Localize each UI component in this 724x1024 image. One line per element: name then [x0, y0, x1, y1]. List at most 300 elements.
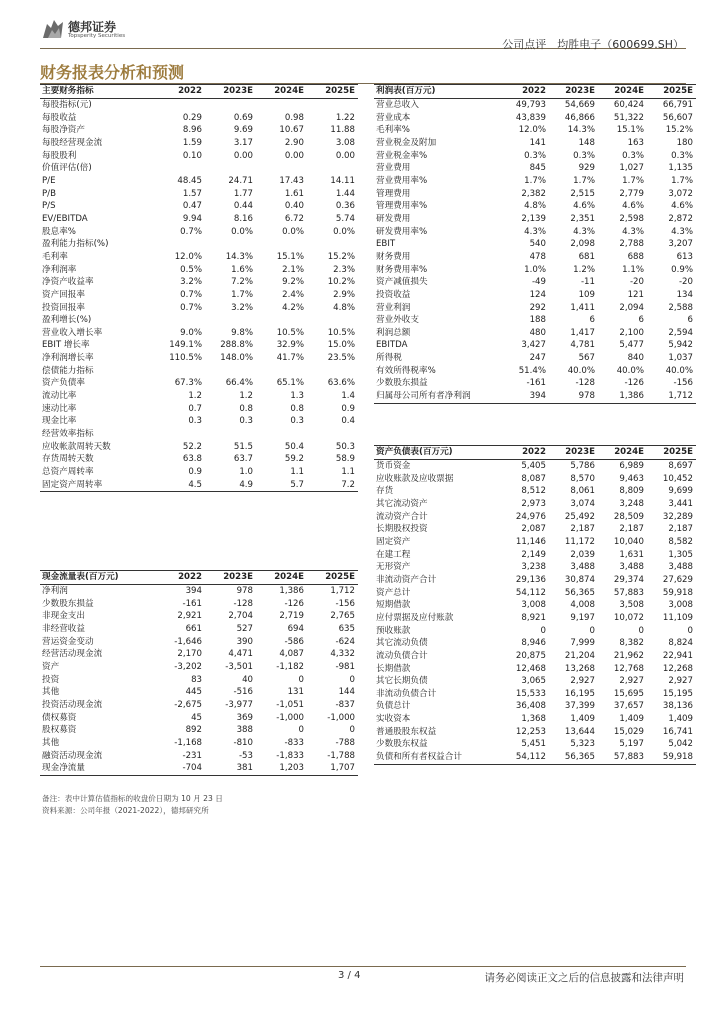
- value-cell: 4,008: [570, 600, 595, 611]
- row-label: 利润总额: [376, 327, 411, 338]
- table-row: [40, 124, 358, 137]
- value-cell: 0: [298, 725, 304, 736]
- table-row: [40, 339, 358, 352]
- table-title-cell: 主要财务指标: [40, 85, 154, 99]
- table-row: [40, 289, 358, 302]
- value-cell: 66.4%: [225, 378, 253, 389]
- value-cell: 45: [191, 712, 202, 723]
- value-cell: 540: [529, 239, 546, 250]
- row-label: 其它流动资产: [376, 498, 428, 509]
- value-cell: 3.17: [233, 137, 253, 148]
- value-cell: 0.3: [188, 416, 202, 427]
- row-label: 资产: [42, 661, 60, 672]
- value-cell: 1.7%: [671, 175, 693, 186]
- value-cell: 65.1%: [276, 378, 304, 389]
- value-cell: 840: [627, 353, 644, 364]
- row-label: 投资: [42, 674, 60, 685]
- value-cell: 1.7%: [524, 175, 546, 186]
- value-cell: 4.5: [154, 479, 205, 492]
- value-cell: 56,365: [564, 587, 595, 598]
- company-logo: [40, 16, 160, 46]
- value-cell: [307, 428, 358, 441]
- row-label: 经营活动现金流: [42, 649, 103, 660]
- value-cell: 2,139: [521, 213, 546, 224]
- row-label: 无形资产: [376, 562, 411, 573]
- value-cell: 0.10: [182, 150, 202, 161]
- value-cell: 2.1%: [282, 264, 304, 275]
- table-row: [374, 498, 696, 511]
- value-cell: 0.3%: [622, 150, 644, 161]
- value-cell: -1,788: [327, 750, 355, 761]
- table-row: [374, 137, 696, 150]
- value-cell: [307, 162, 358, 175]
- row-label: 净资产收益率: [42, 277, 94, 288]
- value-cell: 9,699: [668, 486, 693, 497]
- note-closing-price-date: 备注：表中计算估值指标的收盘价日期为 10 月 23 日: [42, 794, 223, 803]
- table-row: [374, 162, 696, 175]
- value-cell: 1,135: [668, 163, 693, 174]
- value-cell: 4.8%: [524, 201, 546, 212]
- table-row: [374, 99, 696, 112]
- year-header-cell: 2025E: [647, 446, 696, 460]
- table-row: [40, 150, 358, 163]
- value-cell: [256, 365, 307, 378]
- row-label: 流动负债合计: [376, 650, 428, 661]
- value-cell: [205, 99, 256, 112]
- value-cell: 4.2%: [282, 302, 304, 313]
- value-cell: 527: [236, 623, 253, 634]
- table-row: [40, 686, 358, 699]
- value-cell: 0.47: [182, 201, 202, 212]
- value-cell: 3,488: [570, 562, 595, 573]
- value-cell: 1.57: [182, 188, 202, 199]
- value-cell: -3,202: [174, 661, 202, 672]
- value-cell: 2,588: [668, 302, 693, 313]
- value-cell: 3,065: [521, 676, 546, 687]
- value-cell: 5,405: [521, 461, 546, 471]
- row-label: 非流动资产合计: [376, 574, 437, 585]
- table-row: [374, 112, 696, 125]
- row-label: P/E: [42, 175, 56, 186]
- row-label: 融资活动现金流: [42, 750, 103, 761]
- value-cell: 2,594: [668, 327, 693, 338]
- value-cell: 0: [298, 674, 304, 685]
- value-cell: 0.9: [341, 403, 355, 414]
- row-label: 速动比率: [42, 403, 77, 414]
- value-cell: 52.2: [182, 441, 202, 452]
- row-label: 经营效率指标: [42, 429, 94, 440]
- value-cell: 929: [578, 163, 595, 174]
- value-cell: 10,452: [662, 473, 693, 484]
- value-cell: 9,463: [619, 473, 644, 484]
- row-label: 净利润增长率: [42, 353, 94, 364]
- footer-divider: [40, 966, 686, 967]
- value-cell: 2.4%: [282, 289, 304, 300]
- value-cell: 67.3%: [174, 378, 202, 389]
- value-cell: -20: [629, 277, 644, 288]
- value-cell: 59,918: [662, 587, 693, 598]
- value-cell: 892: [185, 725, 202, 736]
- table-row: [40, 365, 358, 378]
- table-row: [374, 238, 696, 251]
- value-cell: 480: [529, 327, 546, 338]
- value-cell: 1,631: [619, 549, 644, 560]
- value-cell: [256, 238, 307, 251]
- value-cell: 2,788: [619, 239, 644, 250]
- table-row: [374, 150, 696, 163]
- row-label: 研发费用: [376, 213, 411, 224]
- value-cell: 12,468: [515, 663, 546, 674]
- value-cell: 4,332: [330, 649, 355, 660]
- row-label: 毛利率: [42, 251, 68, 262]
- table-row: [40, 175, 358, 188]
- table-row: [374, 339, 696, 352]
- value-cell: -981: [335, 661, 355, 672]
- value-cell: 8,824: [668, 638, 693, 649]
- value-cell: 0: [638, 625, 644, 636]
- logo-chinese-name: 德邦证券: [68, 20, 117, 34]
- value-cell: 1.77: [233, 188, 253, 199]
- value-cell: 188: [529, 315, 546, 326]
- value-cell: 0.36: [335, 201, 355, 212]
- value-cell: 60,424: [613, 100, 644, 110]
- table-row: [40, 466, 358, 479]
- value-cell: 2,719: [279, 611, 304, 622]
- value-cell: 144: [338, 687, 355, 698]
- value-cell: 635: [338, 623, 355, 634]
- value-cell: 109: [578, 289, 595, 300]
- table-row: [40, 200, 358, 213]
- year-header-cell: 2024E: [598, 446, 647, 460]
- value-cell: 37,657: [613, 701, 644, 712]
- value-cell: 6: [687, 315, 693, 326]
- table-row: [374, 365, 696, 378]
- row-label: 少数股东损益: [376, 378, 428, 389]
- value-cell: 57,883: [598, 751, 647, 764]
- value-cell: 4.6%: [622, 201, 644, 212]
- row-label: 少数股东权益: [376, 739, 428, 750]
- value-cell: -11: [580, 277, 595, 288]
- table-row: [40, 251, 358, 264]
- value-cell: [205, 238, 256, 251]
- value-cell: 17.43: [279, 175, 304, 186]
- table-row: [40, 661, 358, 674]
- value-cell: 29,374: [613, 574, 644, 585]
- value-cell: 0.29: [182, 112, 202, 123]
- value-cell: 54,112: [500, 751, 549, 764]
- value-cell: 58.9: [335, 454, 355, 465]
- value-cell: 1,707: [307, 762, 358, 775]
- value-cell: 46,866: [564, 112, 595, 123]
- value-cell: 0.3%: [671, 150, 693, 161]
- value-cell: 1.1: [341, 467, 355, 478]
- value-cell: -1,646: [174, 636, 202, 647]
- year-header-cell: 2022: [154, 85, 205, 99]
- value-cell: 0.00: [335, 150, 355, 161]
- row-label: 非现金支出: [42, 611, 85, 622]
- row-label: 盈利增长(%): [42, 315, 92, 326]
- value-cell: 2,927: [619, 676, 644, 687]
- value-cell: 1.1%: [622, 264, 644, 275]
- value-cell: 3,008: [668, 600, 693, 611]
- value-cell: 15,695: [613, 688, 644, 699]
- value-cell: 2,039: [570, 549, 595, 560]
- value-cell: 7.2: [307, 479, 358, 492]
- value-cell: 0.9%: [671, 264, 693, 275]
- value-cell: 28,509: [613, 511, 644, 522]
- value-cell: 15.2%: [665, 125, 693, 136]
- table-row: [40, 598, 358, 611]
- value-cell: 8,061: [570, 486, 595, 497]
- value-cell: 2,187: [570, 524, 595, 535]
- value-cell: 163: [627, 137, 644, 148]
- value-cell: 4.8%: [333, 302, 355, 313]
- table-row: [374, 352, 696, 365]
- value-cell: 0.7%: [180, 289, 202, 300]
- value-cell: 6: [589, 315, 595, 326]
- value-cell: 50.3: [335, 441, 355, 452]
- value-cell: 30,874: [564, 574, 595, 585]
- value-cell: 1.0: [239, 467, 253, 478]
- value-cell: 0.3: [290, 416, 304, 427]
- value-cell: 8,582: [668, 536, 693, 547]
- value-cell: 1.7%: [622, 175, 644, 186]
- value-cell: 1,409: [570, 714, 595, 725]
- value-cell: 25,492: [564, 511, 595, 522]
- value-cell: 24.71: [228, 175, 253, 186]
- value-cell: 56,365: [549, 751, 598, 764]
- value-cell: 369: [236, 712, 253, 723]
- note-data-source: 资料来源：公司年报（2021-2022），德邦研究所: [42, 806, 209, 815]
- row-label: 毛利率%: [376, 125, 410, 136]
- table-row: [40, 441, 358, 454]
- value-cell: 37,399: [564, 701, 595, 712]
- table-row: [40, 112, 358, 125]
- value-cell: 478: [529, 251, 546, 262]
- row-label: 其它长期负债: [376, 676, 428, 687]
- row-label: 股权募资: [42, 725, 77, 736]
- row-label: 研发费用率%: [376, 226, 428, 237]
- row-label: 货币资金: [376, 461, 411, 471]
- value-cell: [256, 428, 307, 441]
- table-header-row: [40, 571, 358, 585]
- row-label: 存货: [376, 486, 394, 497]
- table-row: [374, 523, 696, 536]
- value-cell: 0: [589, 625, 595, 636]
- table-row: [40, 99, 358, 112]
- value-cell: 5,786: [570, 461, 595, 471]
- value-cell: 978: [236, 586, 253, 596]
- cash-flow-table: [40, 570, 358, 776]
- table-row: [374, 188, 696, 201]
- year-header-cell: 2025E: [307, 85, 358, 99]
- value-cell: 40.0%: [567, 365, 595, 376]
- row-label: 管理费用: [376, 188, 411, 199]
- value-cell: 24,976: [515, 511, 546, 522]
- value-cell: 2.9%: [333, 289, 355, 300]
- value-cell: 149.1%: [169, 340, 202, 351]
- value-cell: 1,386: [279, 586, 304, 596]
- value-cell: 445: [185, 687, 202, 698]
- value-cell: 0.3%: [524, 150, 546, 161]
- value-cell: 2,515: [570, 188, 595, 199]
- value-cell: 15.2%: [327, 251, 355, 262]
- value-cell: -1,168: [174, 737, 202, 748]
- value-cell: 0: [349, 725, 355, 736]
- value-cell: 0.9: [188, 467, 202, 478]
- value-cell: 0: [687, 625, 693, 636]
- value-cell: 0.00: [233, 150, 253, 161]
- value-cell: 63.8: [182, 454, 202, 465]
- value-cell: [205, 162, 256, 175]
- table-row: [40, 264, 358, 277]
- value-cell: 4,087: [279, 649, 304, 660]
- value-cell: 54,112: [515, 587, 546, 598]
- value-cell: 1.7%: [231, 289, 253, 300]
- value-cell: 10.67: [279, 125, 304, 136]
- value-cell: 4.6%: [573, 201, 595, 212]
- value-cell: 66,791: [662, 100, 693, 110]
- row-label: 实收资本: [376, 714, 411, 725]
- value-cell: 121: [627, 289, 644, 300]
- row-label: 股息率%: [42, 226, 76, 237]
- table-row: [40, 724, 358, 737]
- value-cell: 0.3%: [573, 150, 595, 161]
- value-cell: 2,704: [228, 611, 253, 622]
- value-cell: 11,109: [662, 612, 693, 623]
- value-cell: -833: [284, 737, 304, 748]
- value-cell: 9.2%: [282, 277, 304, 288]
- row-label: 资产回报率: [42, 289, 85, 300]
- value-cell: 48.45: [177, 175, 202, 186]
- value-cell: 1.22: [335, 112, 355, 123]
- value-cell: 3,008: [521, 600, 546, 611]
- year-header-cell: 2025E: [647, 85, 696, 99]
- table-row: [40, 188, 358, 201]
- table-row: [40, 674, 358, 687]
- value-cell: -516: [233, 687, 253, 698]
- table-row: [40, 699, 358, 712]
- row-label: 预收账款: [376, 625, 411, 636]
- value-cell: 3,488: [619, 562, 644, 573]
- page-header: [40, 14, 686, 49]
- year-header-cell: 2023E: [549, 446, 598, 460]
- table-row: [40, 428, 358, 441]
- value-cell: 2,921: [177, 611, 202, 622]
- value-cell: 0.69: [233, 112, 253, 123]
- value-cell: 3.2%: [180, 277, 202, 288]
- value-cell: 10,040: [613, 536, 644, 547]
- value-cell: 3.2%: [231, 302, 253, 313]
- row-label: 每股经营现金流: [42, 137, 103, 148]
- value-cell: 3,248: [619, 498, 644, 509]
- value-cell: 51.4%: [518, 365, 546, 376]
- value-cell: -128: [233, 598, 253, 609]
- row-label: 现金比率: [42, 416, 77, 427]
- value-cell: [205, 428, 256, 441]
- value-cell: 3,508: [619, 600, 644, 611]
- value-cell: 6,989: [619, 461, 644, 471]
- value-cell: 2,973: [521, 498, 546, 509]
- value-cell: 6: [638, 315, 644, 326]
- value-cell: 148: [578, 137, 595, 148]
- table-row: [374, 289, 696, 302]
- table-row: [40, 137, 358, 150]
- row-label: 存货周转天数: [42, 454, 94, 465]
- value-cell: 2,094: [619, 302, 644, 313]
- value-cell: 1,305: [668, 549, 693, 560]
- value-cell: -126: [284, 598, 304, 609]
- row-label: 营业费用: [376, 163, 411, 174]
- value-cell: 15.1%: [616, 125, 644, 136]
- value-cell: 1,409: [619, 714, 644, 725]
- value-cell: 20,875: [515, 650, 546, 661]
- value-cell: 2.90: [284, 137, 304, 148]
- value-cell: 54,669: [564, 100, 595, 110]
- table-row: [374, 175, 696, 188]
- row-label: 其他: [42, 737, 60, 748]
- table-row: [374, 574, 696, 587]
- row-label: 营业税金率%: [376, 150, 428, 161]
- table-title-cell: 资产负债表(百万元): [374, 446, 500, 460]
- table-row: [40, 403, 358, 416]
- value-cell: 2,765: [330, 611, 355, 622]
- row-label: 固定资产: [376, 536, 411, 547]
- row-label: 每股净资产: [42, 125, 85, 136]
- value-cell: 1.7%: [573, 175, 595, 186]
- table-row: [40, 390, 358, 403]
- value-cell: 3,427: [521, 340, 546, 351]
- value-cell: 2,149: [521, 549, 546, 560]
- table-row: [40, 377, 358, 390]
- row-label: 财务费用: [376, 251, 411, 262]
- value-cell: 2,779: [619, 188, 644, 199]
- value-cell: 1.0%: [524, 264, 546, 275]
- row-label: 总资产周转率: [42, 467, 94, 478]
- value-cell: 11,146: [515, 536, 546, 547]
- table-row: [374, 377, 696, 390]
- value-cell: 2,872: [668, 213, 693, 224]
- value-cell: 10.2%: [327, 277, 355, 288]
- value-cell: 3,238: [521, 562, 546, 573]
- value-cell: 388: [236, 725, 253, 736]
- value-cell: -128: [575, 378, 595, 389]
- value-cell: -20: [678, 277, 693, 288]
- table-row: [40, 479, 358, 492]
- row-label: 营业总收入: [376, 100, 419, 110]
- table-row: [374, 726, 696, 739]
- value-cell: -3,977: [225, 699, 253, 710]
- value-cell: 2,170: [177, 649, 202, 660]
- row-label: 营业税金及附加: [376, 137, 437, 148]
- row-label: 现金净流量: [40, 762, 154, 775]
- table-title-cell: 利润表(百万元): [374, 85, 500, 99]
- value-cell: 21,962: [613, 650, 644, 661]
- row-label: 营业外收支: [376, 315, 419, 326]
- table-row: [40, 302, 358, 315]
- value-cell: -2,675: [174, 699, 202, 710]
- table-row: [374, 637, 696, 650]
- value-cell: 131: [287, 687, 304, 698]
- row-label: 其他: [42, 687, 60, 698]
- page-number: 3 / 4: [338, 970, 361, 981]
- value-cell: 2.3%: [333, 264, 355, 275]
- table-row: [374, 200, 696, 213]
- value-cell: 3,441: [668, 498, 693, 509]
- value-cell: 14.11: [330, 175, 355, 186]
- table-row: [374, 700, 696, 713]
- logo-english-name: Topsperity Securities: [68, 33, 126, 39]
